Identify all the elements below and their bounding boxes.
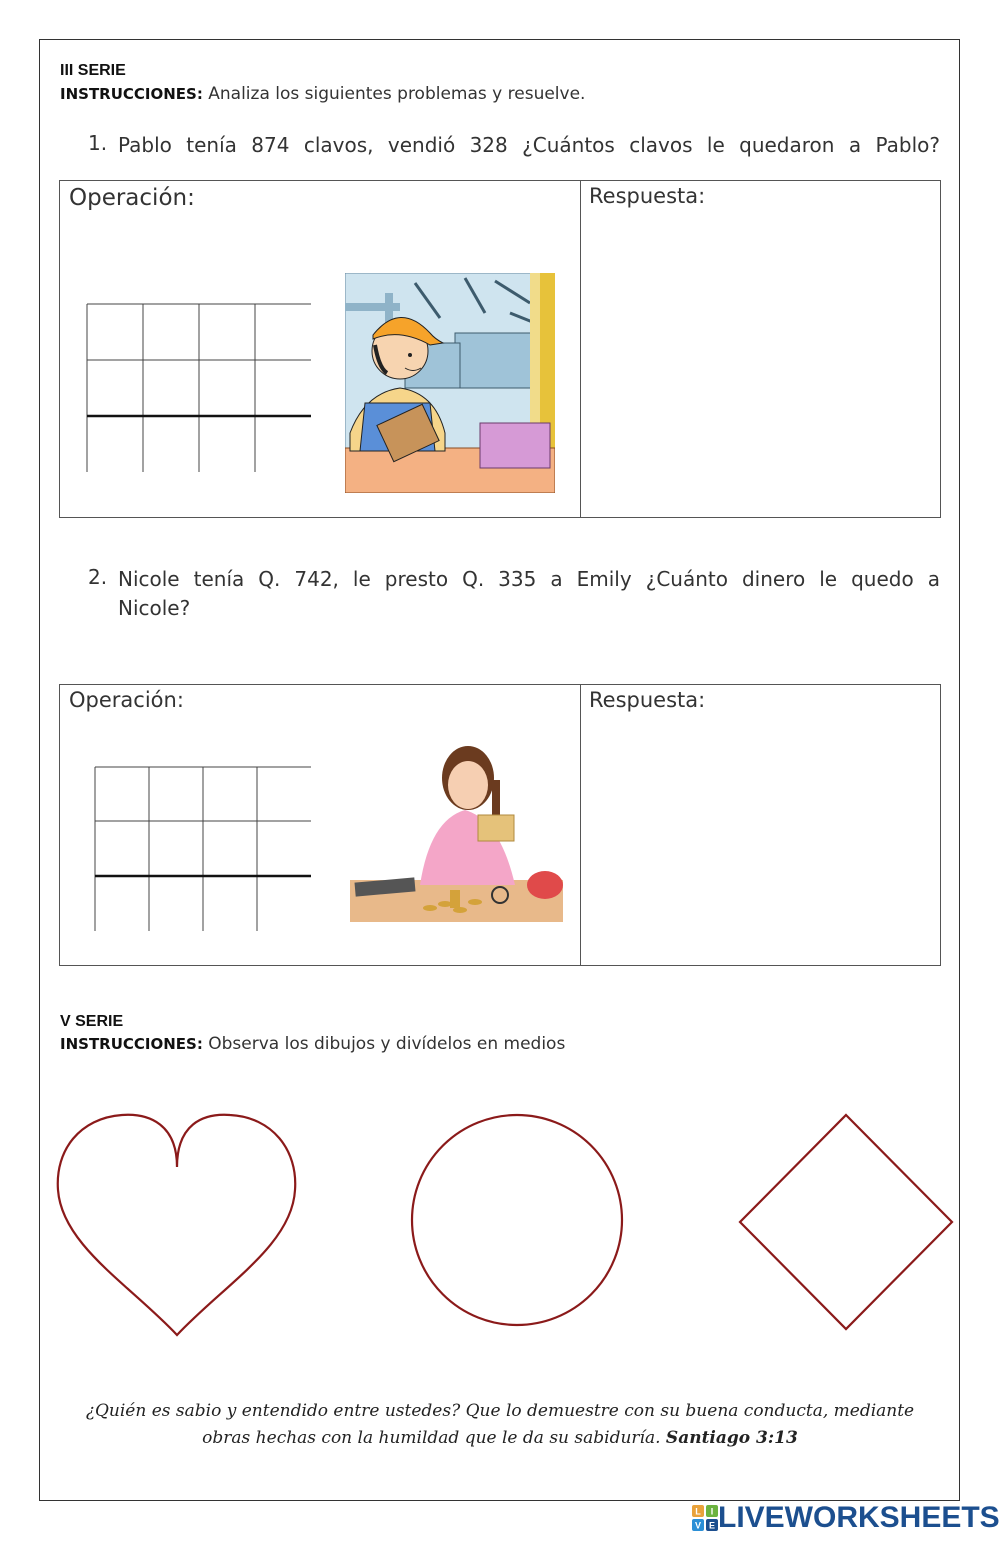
problem-2-answer-box xyxy=(59,684,941,966)
liveworksheets-logo-icon xyxy=(692,1505,718,1531)
problem-1-answer-box xyxy=(59,180,941,518)
problem-2-text-line2: Nicole? xyxy=(118,596,191,620)
circle-shape[interactable] xyxy=(405,1108,630,1333)
shopkeeper-illustration xyxy=(345,273,555,493)
problem-1-box-divider xyxy=(580,181,581,517)
problem-2-text-line1: Nicole tenía Q. 742, le presto Q. 335 a Emily ¿Cuánto dinero le quedo a xyxy=(118,567,940,591)
logo-letter-v: V xyxy=(694,1520,702,1531)
serie3-instructions xyxy=(60,84,585,104)
problem-2-number: 2. xyxy=(88,565,108,589)
bible-quote-line2 xyxy=(60,1425,940,1452)
heart-shape[interactable] xyxy=(50,1105,305,1345)
problem-2-operation-label: Operación: xyxy=(69,688,184,712)
problem-2-operation-grid[interactable] xyxy=(94,766,312,932)
problem-1-text: Pablo tenía 874 clavos, vendió 328 ¿Cuántos clavos le quedaron a Pablo? xyxy=(118,133,940,157)
liveworksheets-logo-text: LIVEWORKSHEETS xyxy=(718,1501,1000,1534)
problem-1-number: 1. xyxy=(88,131,108,155)
problem-1-operation-label: Operación: xyxy=(69,185,195,211)
problem-2-answer-label: Respuesta: xyxy=(589,688,706,712)
bible-quote-reference: Santiago 3:13 xyxy=(665,1428,798,1448)
bible-quote-line2-text: obras hechas con la humildad que le da su sabiduría. xyxy=(202,1428,666,1448)
liveworksheets-logo[interactable] xyxy=(692,1500,1000,1536)
problem-2-box-divider xyxy=(580,685,581,965)
logo-letter-e: E xyxy=(708,1520,716,1531)
serie5-title: V SERIE xyxy=(60,1013,124,1030)
serie3-title: III SERIE xyxy=(60,62,126,79)
bible-quote-line1: ¿Quién es sabio y entendido entre ustedes? Que lo demuestre con su buena conducta, mediante xyxy=(85,1401,915,1421)
serie5-instructions-text: Observa los dibujos y divídelos en medios xyxy=(202,1034,566,1054)
logo-letter-l: L xyxy=(695,1506,701,1517)
problem-1-answer-label: Respuesta: xyxy=(589,184,706,208)
girl-counting-money-photo xyxy=(350,740,563,922)
serie5-instructions-label: INSTRUCCIONES: xyxy=(60,1035,203,1053)
serie3-instructions-text: Analiza los siguientes problemas y resuelve. xyxy=(202,84,586,104)
serie3-instructions-label: INSTRUCCIONES: xyxy=(60,85,203,103)
logo-letter-i: I xyxy=(710,1506,714,1517)
diamond-shape[interactable] xyxy=(733,1110,958,1335)
problem-1-operation-grid[interactable] xyxy=(86,303,312,473)
serie5-instructions xyxy=(60,1034,565,1054)
bible-quote xyxy=(60,1398,940,1452)
